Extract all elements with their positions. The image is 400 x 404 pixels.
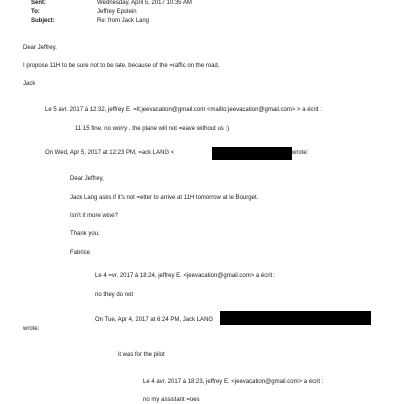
quote2-attribution-start: On Wed, Apr 5, 2017 at 12:23 PM, =ack LANG < bbox=[45, 150, 175, 156]
quote3-text: no they do not bbox=[95, 292, 134, 298]
quote2-greeting: Dear Jeffrey, bbox=[70, 176, 104, 182]
quote2-name: Fabrice bbox=[70, 250, 91, 256]
subject-value: Re: from Jack Lang bbox=[97, 18, 150, 24]
signoff: Jack bbox=[23, 81, 36, 87]
quote1-text: 11 15 fine. no worry . the plane will not =eave without us :) bbox=[75, 126, 230, 132]
greeting: Dear Jeffrey, bbox=[23, 45, 57, 51]
quote3-attribution: Le 4 =vr. 2017 à 18:24, jeffrey E. <jeevacation@gmail.com> a écrit : bbox=[95, 273, 276, 279]
to-label: To: bbox=[31, 9, 40, 15]
sent-value: Wednesday, April 5, 2017 10:35 AM bbox=[97, 0, 192, 6]
quote2-question: Isn't it more wise? bbox=[70, 213, 118, 219]
quote1-attribution: Le 5 avr. 2017 à 12:32, jeffrey E. =lt;jeevacation@gmail.com <mailto:jeevacation@gmail.com> > a écrit : bbox=[45, 107, 322, 113]
subject-label: Subject: bbox=[31, 18, 55, 24]
quote2-thanks: Thank you, bbox=[70, 231, 100, 237]
quote2-attribution-end: wrote: bbox=[292, 150, 309, 156]
redaction-box bbox=[220, 311, 371, 325]
quote5-text: no my assistant =oes bbox=[143, 397, 200, 403]
quote5-attribution: Le 4 avr. 2017 à 18:23, jeffrey E. <jeevacation@gmail.com> a écrit : bbox=[143, 379, 324, 385]
quote4-attribution-start: On Tue, Apr 4, 2017 at 6:24 PM, Jack LANG bbox=[95, 317, 214, 323]
sent-label: Sent: bbox=[31, 0, 46, 6]
quote2-text: Jack Lang asks if it's not =etter to arrive at 11H tomorrow at le Bourget. bbox=[70, 195, 259, 201]
body-line: I propose 11H to be sure not to be late, because of the =raffic on the road, bbox=[23, 63, 220, 69]
redaction-box bbox=[212, 147, 292, 160]
to-value: Jeffrey Epstein bbox=[97, 9, 137, 15]
quote4-text: it was for the pilot bbox=[118, 352, 165, 358]
quote4-wrote: wrote: bbox=[23, 326, 40, 332]
